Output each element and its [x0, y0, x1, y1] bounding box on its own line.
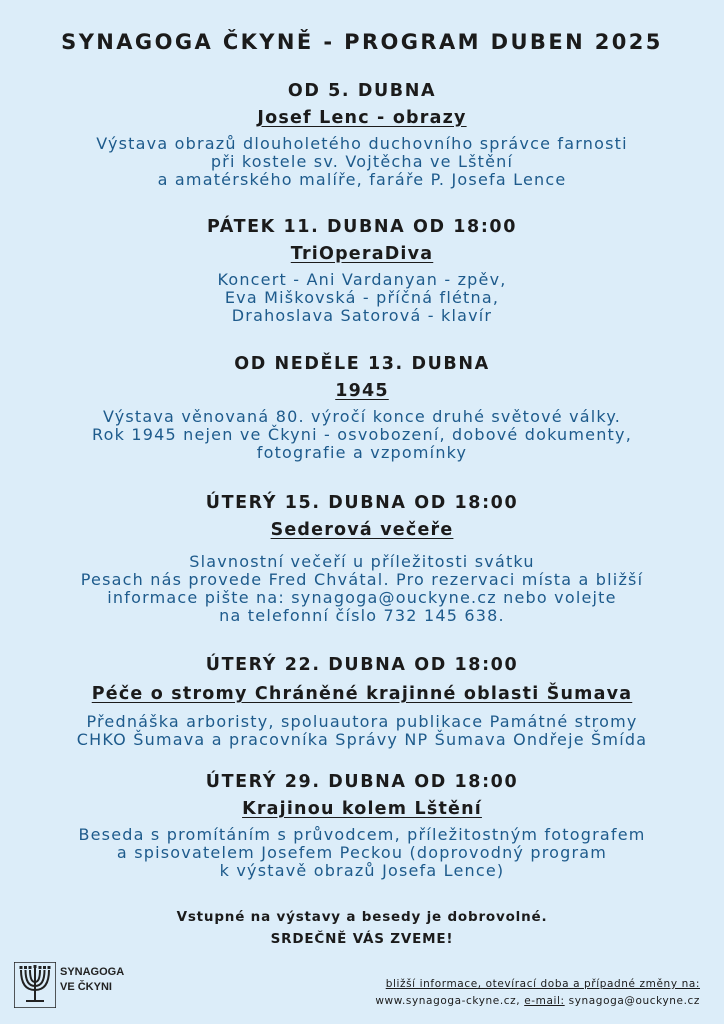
event-description: [0, 553, 724, 625]
email-link[interactable]: synagoga@ouckyne.cz: [568, 995, 700, 1007]
event-name: Péče o stromy Chráněné krajinné oblasti Šumava: [91, 684, 633, 704]
event-description-line: fotografie a vzpomínky: [256, 443, 468, 462]
event-3: [0, 353, 724, 462]
admission-text: Vstupné na výstavy a besedy je dobrovolné.: [176, 909, 548, 925]
event-5: [0, 654, 724, 749]
event-2: [0, 216, 724, 325]
event-date: ÚTERÝ 29. DUBNA OD 18:00: [205, 772, 519, 792]
event-date: OD 5. DUBNA: [287, 81, 437, 101]
info-link[interactable]: bližší informace, otevírací doba a případné změny na:: [385, 978, 700, 990]
event-6: [0, 771, 724, 880]
contact-info: [375, 976, 700, 1010]
logo-text: [60, 965, 124, 995]
contact-line: [375, 993, 700, 1010]
event-description-line: Drahoslava Satorová - klavír: [231, 306, 493, 325]
event-description: [0, 271, 724, 325]
event-description-line: Rok 1945 nejen ve Čkyni - osvobození, dobové dokumenty,: [92, 425, 632, 444]
event-description-line: Výstava obrazů dlouholetého duchovního správce farnosti: [96, 134, 628, 153]
event-description-line: Přednáška arboristy, spoluautora publikace Památné stromy: [86, 712, 638, 731]
event-description-line: Slavnostní večeří u příležitosti svátku: [189, 552, 535, 571]
event-name: Sederová večeře: [270, 520, 454, 540]
event-name: Josef Lenc - obrazy: [257, 108, 467, 128]
page-title: SYNAGOGA ČKYNĚ - PROGRAM DUBEN 2025: [61, 30, 663, 54]
event-description-line: k výstavě obrazů Josefa Lence): [219, 861, 505, 880]
invitation-text: SRDEČNĚ VÁS ZVEME!: [270, 931, 454, 947]
event-date: PÁTEK 11. DUBNA OD 18:00: [206, 217, 517, 237]
event-description: [0, 408, 724, 462]
event-name: 1945: [335, 381, 389, 401]
event-description: [0, 826, 724, 880]
event-description-line: Výstava věnovaná 80. výročí konce druhé světové války.: [102, 407, 621, 426]
event-date: OD NEDĚLE 13. DUBNA: [234, 354, 490, 374]
event-description-line: na telefonní číslo 732 145 638.: [219, 606, 505, 625]
event-description-line: Koncert - Ani Vardanyan - zpěv,: [217, 270, 507, 289]
event-name: Krajinou kolem Lštění: [242, 799, 482, 819]
event-description-line: Pesach nás provede Fred Chvátal. Pro rezervaci místa a bližší: [80, 570, 644, 589]
event-name: TriOperaDiva: [290, 244, 434, 264]
event-4: [0, 492, 724, 625]
event-description-line: a amatérského malíře, faráře P. Josefa Lence: [157, 170, 567, 189]
event-description-line: Beseda s promítáním s průvodcem, příležitostným fotografem: [78, 825, 646, 844]
logo-line: VE ČKYNI: [60, 981, 112, 993]
event-description-line: Eva Miškovská - příčná flétna,: [224, 288, 500, 307]
event-description: [0, 713, 724, 749]
separator: ,: [516, 995, 521, 1007]
menorah-icon: [14, 962, 56, 1008]
event-description-line: informace pište na: synagoga@ouckyne.cz nebo volejte: [107, 588, 617, 607]
logo-line: SYNAGOGA: [60, 966, 125, 978]
event-date: ÚTERÝ 15. DUBNA OD 18:00: [205, 493, 519, 513]
event-description-line: a spisovatelem Josefem Peckou (doprovodný program: [116, 843, 608, 862]
event-description: [0, 135, 724, 189]
event-1: [0, 80, 724, 189]
email-label: e-mail:: [524, 995, 565, 1007]
event-description-line: CHKO Šumava a pracovníka Správy NP Šumava Ondřeje Šmída: [76, 730, 648, 749]
event-description-line: při kostele sv. Vojtěcha ve Lštění: [210, 152, 514, 171]
admission-note: [0, 906, 724, 950]
website-link[interactable]: www.synagoga-ckyne.cz: [375, 995, 517, 1007]
synagogue-logo: [14, 962, 164, 1012]
event-date: ÚTERÝ 22. DUBNA OD 18:00: [205, 655, 519, 675]
